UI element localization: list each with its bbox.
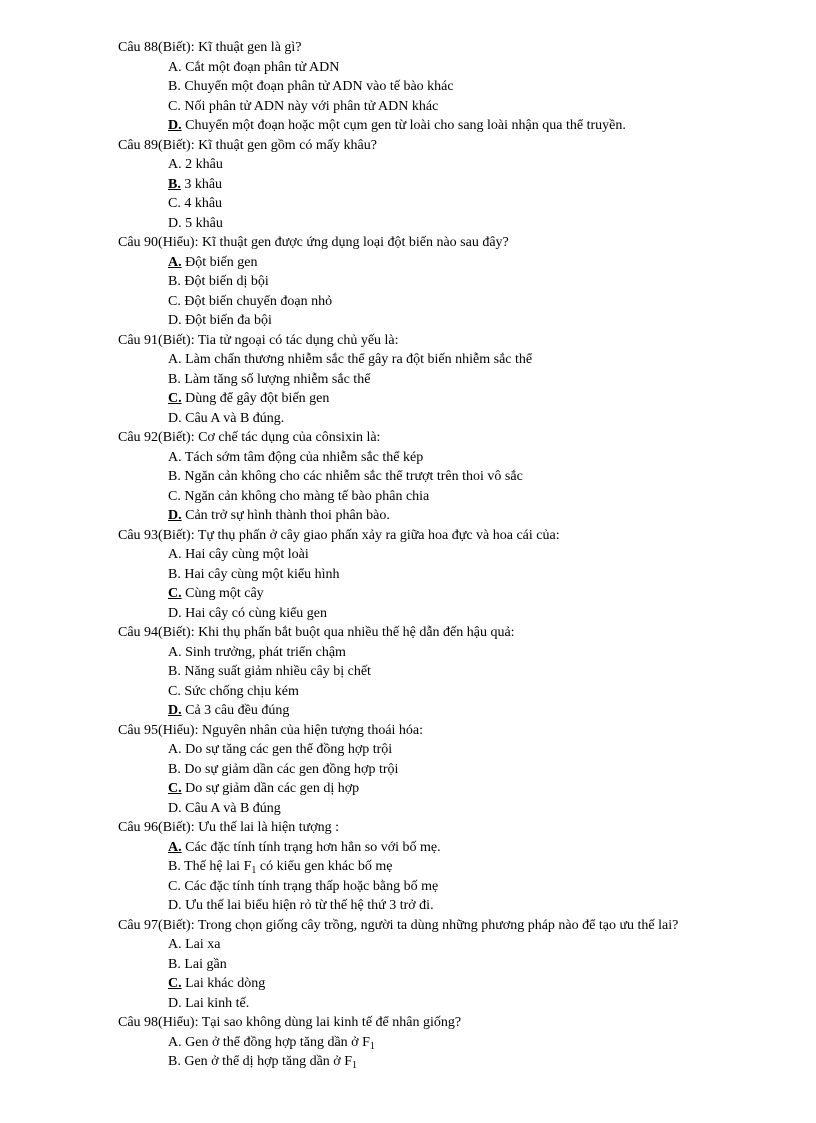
option-text: Thế hệ lai F bbox=[180, 859, 252, 874]
answer-option bbox=[118, 604, 718, 624]
option-text: Sức chống chịu kém bbox=[180, 683, 299, 699]
option-letter: C. bbox=[168, 488, 181, 504]
question-stem: Câu 98(Hiểu): Tại sao không dùng lai kinh tế để nhân giống? bbox=[118, 1015, 462, 1030]
option-letter: A. bbox=[168, 59, 182, 75]
option-text: Đột biến dị bội bbox=[180, 274, 269, 289]
option-text: Lai gần bbox=[180, 956, 227, 972]
option-text: 4 khâu bbox=[180, 196, 223, 211]
answer-option bbox=[118, 877, 718, 897]
option-letter: B. bbox=[168, 859, 181, 874]
correct-answer-letter: C. bbox=[168, 586, 182, 601]
answer-option bbox=[118, 175, 718, 195]
subscript: 1 bbox=[369, 1040, 375, 1052]
option-letter: C. bbox=[168, 196, 181, 211]
option-text: Sinh trưởng, phát triển chậm bbox=[181, 644, 346, 660]
option-letter: D. bbox=[168, 410, 182, 426]
option-text: Dùng để gây đột biến gen bbox=[181, 391, 330, 406]
answer-option bbox=[118, 565, 718, 585]
answer-option bbox=[118, 97, 718, 117]
option-letter: B. bbox=[168, 274, 181, 289]
option-text: Do sự giảm dần các gen dị hợp bbox=[181, 781, 360, 796]
question-list bbox=[118, 38, 718, 1072]
option-text: Hai cây có cùng kiểu gen bbox=[181, 605, 328, 621]
option-text: Ưu thế lai biểu hiện rỏ từ thế hệ thứ 3 trở đi. bbox=[181, 898, 434, 913]
answer-option bbox=[118, 409, 718, 429]
answer-option bbox=[118, 350, 718, 370]
answer-option bbox=[118, 838, 718, 858]
correct-answer-letter: D. bbox=[168, 508, 182, 523]
option-letter: D. bbox=[168, 215, 182, 231]
option-letter: B. bbox=[168, 956, 181, 972]
answer-option bbox=[118, 799, 718, 819]
answer-option bbox=[118, 994, 718, 1014]
option-text: Gen ở thể đồng hợp tăng dần ở F bbox=[181, 1034, 370, 1050]
option-text: Do sự giảm dần các gen đồng hợp trội bbox=[180, 761, 399, 777]
option-text: Chuyển một đoạn phân tử ADN vào tế bào khác bbox=[180, 79, 454, 94]
answer-option bbox=[118, 701, 718, 721]
option-text: Hai cây cùng một loài bbox=[181, 547, 309, 562]
correct-answer-letter: C. bbox=[168, 781, 182, 796]
answer-option bbox=[118, 389, 718, 409]
answer-option bbox=[118, 896, 718, 916]
answer-option bbox=[118, 935, 718, 955]
option-letter: C. bbox=[168, 293, 181, 309]
question-stem: Câu 91(Biết): Tia tử ngoại có tác dụng chủ yếu là: bbox=[118, 332, 399, 348]
answer-option bbox=[118, 487, 718, 507]
answer-option bbox=[118, 253, 718, 273]
question-stem: Câu 89(Biết): Kĩ thuật gen gồm có mấy khâu? bbox=[118, 137, 377, 153]
option-text: Do sự tăng các gen thể đồng hợp trội bbox=[181, 742, 393, 757]
answer-option bbox=[118, 506, 718, 526]
option-text: Gen ở thể dị hợp tăng dần ở F bbox=[180, 1054, 352, 1069]
option-letter: A. bbox=[168, 449, 182, 465]
question-stem: Câu 94(Biết): Khi thụ phấn bắt buột qua nhiều thế hệ dẫn đến hậu quả: bbox=[118, 625, 515, 640]
correct-answer-letter: D. bbox=[168, 703, 182, 718]
option-letter: B. bbox=[168, 761, 181, 777]
answer-option bbox=[118, 662, 718, 682]
option-text: Cắt một đoạn phân tử ADN bbox=[181, 59, 340, 75]
option-text: Làm chấn thương nhiễm sắc thể gây ra đột biến nhiễm sắc thể bbox=[181, 352, 533, 367]
option-letter: B. bbox=[168, 469, 181, 484]
answer-option bbox=[118, 740, 718, 760]
option-text: Nối phân tử ADN này với phân tử ADN khác bbox=[180, 98, 439, 114]
option-text: Cùng một cây bbox=[181, 586, 264, 601]
option-letter: C. bbox=[168, 98, 181, 114]
answer-option bbox=[118, 272, 718, 292]
answer-option bbox=[118, 682, 718, 702]
option-letter: D. bbox=[168, 605, 182, 621]
question-stem: Câu 92(Biết): Cơ chế tác dụng của cônsixin là: bbox=[118, 430, 381, 445]
subscript: 1 bbox=[351, 1060, 357, 1071]
answer-option bbox=[118, 77, 718, 97]
answer-option bbox=[118, 292, 718, 312]
question-stem: Câu 90(Hiểu): Kĩ thuật gen được ứng dụng loại đột biến nào sau đây? bbox=[118, 235, 509, 250]
answer-option bbox=[118, 311, 718, 331]
answer-option bbox=[118, 370, 718, 390]
option-text: Câu A và B đúng bbox=[181, 800, 281, 816]
question-stem: Câu 97(Biết): Trong chọn giống cây trồng, người ta dùng những phương pháp nào để tạo ưu thế lai? bbox=[118, 917, 679, 933]
option-letter: D. bbox=[168, 800, 182, 816]
option-letter: A. bbox=[168, 937, 182, 952]
option-text: Câu A và B đúng. bbox=[181, 410, 285, 426]
correct-answer-letter: C. bbox=[168, 976, 182, 991]
option-text: Ngăn cản không cho màng tế bào phân chia bbox=[180, 488, 430, 504]
option-text: Đột biến chuyển đoạn nhỏ bbox=[180, 293, 333, 309]
question-stem: Câu 96(Biết): Ưu thế lai là hiện tượng : bbox=[118, 820, 340, 835]
answer-option bbox=[118, 1033, 718, 1053]
option-letter: B. bbox=[168, 371, 181, 387]
option-text: Ngăn cản không cho các nhiễm sắc thể trượt trên thoi vô sắc bbox=[180, 469, 523, 484]
option-text: Lai kinh tế. bbox=[181, 995, 250, 1011]
correct-answer-letter: D. bbox=[168, 118, 182, 133]
answer-option bbox=[118, 955, 718, 975]
answer-option bbox=[118, 643, 718, 663]
option-text: Các đặc tính tính trạng hơn hẳn so với bố mẹ. bbox=[181, 839, 441, 855]
answer-option bbox=[118, 448, 718, 468]
option-letter: B. bbox=[168, 1054, 181, 1069]
option-text: 2 khâu bbox=[181, 157, 223, 172]
option-letter: B. bbox=[168, 664, 181, 679]
option-letter: A. bbox=[168, 157, 182, 172]
answer-option bbox=[118, 974, 718, 994]
answer-option bbox=[118, 545, 718, 565]
option-text: Lai xa bbox=[181, 937, 221, 952]
answer-option bbox=[118, 857, 718, 877]
question-stem: Câu 93(Biết): Tự thụ phấn ở cây giao phấn xảy ra giữa hoa đực và hoa cái của: bbox=[118, 527, 560, 543]
answer-option bbox=[118, 760, 718, 780]
answer-option bbox=[118, 1052, 718, 1072]
option-letter: A. bbox=[168, 742, 182, 757]
option-text: Tách sớm tâm động của nhiễm sắc thể kép bbox=[181, 449, 424, 465]
option-text: Hai cây cùng một kiểu hình bbox=[180, 566, 340, 582]
option-text: Các đặc tính tính trạng thấp hoặc bằng bố mẹ bbox=[180, 878, 439, 894]
option-text: Năng suất giảm nhiều cây bị chết bbox=[180, 664, 371, 679]
option-letter: C. bbox=[168, 878, 181, 894]
option-letter: B. bbox=[168, 566, 181, 582]
option-text: Cản trở sự hình thành thoi phân bào. bbox=[181, 508, 390, 523]
option-letter: A. bbox=[168, 1034, 182, 1050]
option-text: Lai khác dòng bbox=[181, 976, 266, 991]
question-stem: Câu 88(Biết): Kĩ thuật gen là gì? bbox=[118, 40, 302, 55]
option-text: Đột biến gen bbox=[181, 254, 258, 270]
option-text: Đột biến đa bội bbox=[181, 313, 272, 328]
option-letter: A. bbox=[168, 644, 182, 660]
option-letter: A. bbox=[168, 547, 182, 562]
correct-answer-letter: A. bbox=[168, 254, 182, 270]
option-letter: C. bbox=[168, 683, 181, 699]
option-text: Cả 3 câu đều đúng bbox=[181, 703, 290, 718]
option-text: Chuyển một đoạn hoặc một cụm gen từ loài cho sang loài nhận qua thể truyền. bbox=[181, 118, 626, 133]
option-letter: B. bbox=[168, 79, 181, 94]
answer-option bbox=[118, 779, 718, 799]
answer-option bbox=[118, 194, 718, 214]
answer-option bbox=[118, 116, 718, 136]
option-text: 3 khâu bbox=[180, 176, 223, 192]
option-text: 5 khâu bbox=[181, 215, 223, 231]
correct-answer-letter: B. bbox=[168, 176, 181, 192]
answer-option bbox=[118, 467, 718, 487]
correct-answer-letter: C. bbox=[168, 391, 182, 406]
option-letter: A. bbox=[168, 352, 182, 367]
answer-option bbox=[118, 214, 718, 234]
answer-option bbox=[118, 155, 718, 175]
correct-answer-letter: A. bbox=[168, 839, 182, 855]
option-letter: D. bbox=[168, 995, 182, 1011]
question-stem: Câu 95(Hiểu): Nguyên nhân của hiện tượng thoái hóa: bbox=[118, 722, 424, 738]
answer-option bbox=[118, 584, 718, 604]
option-text-tail: có kiểu gen khác bố mẹ bbox=[256, 859, 393, 874]
option-text: Làm tăng số lượng nhiễm sắc thể bbox=[180, 371, 371, 387]
option-letter: D. bbox=[168, 313, 182, 328]
answer-option bbox=[118, 58, 718, 78]
option-letter: D. bbox=[168, 898, 182, 913]
subscript: 1 bbox=[251, 865, 257, 876]
